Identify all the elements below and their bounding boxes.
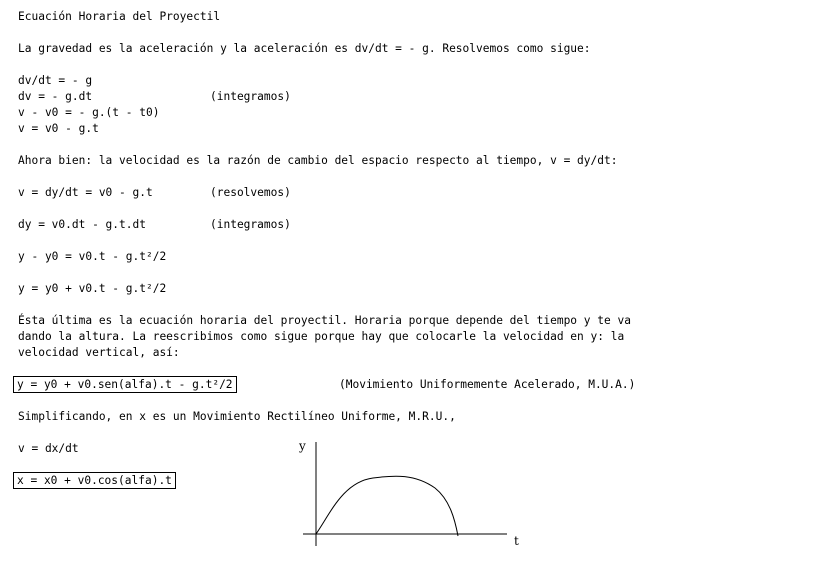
- note-mua: (Movimiento Uniformemente Acelerado, M.U.A.): [339, 378, 636, 391]
- equation-v-minus-v0: v - v0 = - g.(t - t0): [18, 106, 160, 119]
- boxed-equation-x: x = x0 + v0.cos(alfa).t: [13, 472, 176, 489]
- equation-v-dy-dt: v = dy/dt = v0 - g.t: [18, 186, 153, 199]
- x-axis-label: t: [514, 534, 519, 548]
- paragraph-explanation-line3: velocidad vertical, así:: [18, 346, 180, 359]
- paragraph-velocity: Ahora bien: la velocidad es la razón de cambio del espacio respecto al tiempo, v = dy/dt:: [18, 154, 618, 167]
- trajectory-graph: [295, 436, 535, 556]
- trajectory-curve: [316, 476, 458, 536]
- paragraph-explanation-line1: Ésta última es la ecuación horaria del proyectil. Horaria porque depende del tiempo y te va: [18, 314, 631, 327]
- equation-dv-dt: dv/dt = - g: [18, 74, 93, 87]
- paragraph-mru: Simplificando, en x es un Movimiento Rectilíneo Uniforme, M.R.U.,: [18, 410, 456, 423]
- boxed-equation-y: y = y0 + v0.sen(alfa).t - g.t²/2: [13, 376, 237, 393]
- note-integramos-1: (integramos): [210, 90, 291, 103]
- intro-text: La gravedad es la aceleración y la aceleración es dv/dt = - g. Resolvemos como sigue:: [18, 42, 591, 55]
- equation-v: v = v0 - g.t: [18, 122, 99, 135]
- page-title: Ecuación Horaria del Proyectil: [18, 10, 221, 23]
- equation-dv: dv = - g.dt: [18, 90, 93, 103]
- equation-v-dx-dt: v = dx/dt: [18, 442, 79, 455]
- note-resolvemos: (resolvemos): [210, 186, 291, 199]
- equation-y: y = y0 + v0.t - g.t²/2: [18, 282, 167, 295]
- equation-dy: dy = v0.dt - g.t.dt: [18, 218, 146, 231]
- note-integramos-2: (integramos): [210, 218, 291, 231]
- paragraph-explanation-line2: dando la altura. La reescribimos como sigue porque hay que colocarle la velocidad en y: la: [18, 330, 625, 343]
- y-axis-label: y: [299, 439, 306, 453]
- equation-y-minus-y0: y - y0 = v0.t - g.t²/2: [18, 250, 167, 263]
